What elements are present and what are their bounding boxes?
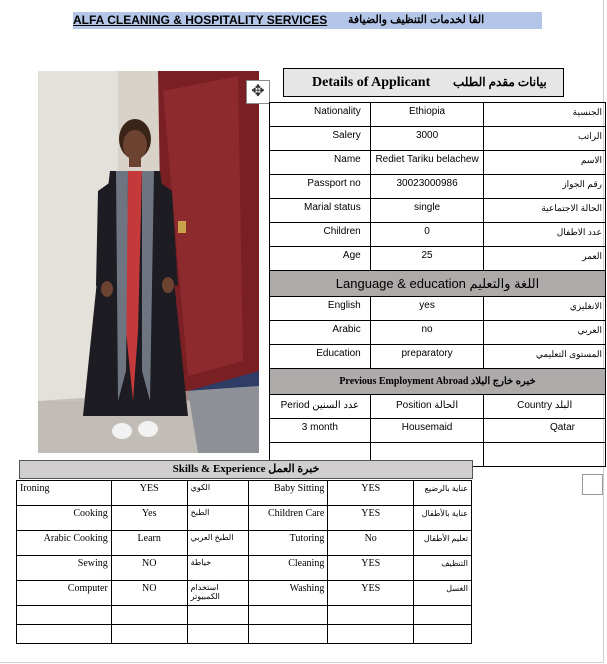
skill-name-2: Cleaning — [249, 556, 328, 581]
name-text: Rediet Tariku belachew — [375, 154, 479, 165]
info-value: Ethiopia — [370, 103, 484, 127]
empty-cell — [414, 625, 472, 644]
employment-period: 3 month — [270, 419, 371, 443]
skills-section-title — [19, 460, 473, 479]
employment-position: Housemaid — [370, 419, 484, 443]
country-header — [484, 395, 606, 419]
empty-cell — [187, 606, 249, 625]
skill-value: Learn — [111, 531, 187, 556]
country-header-en: Country — [517, 400, 553, 411]
position-header-en: Position — [396, 400, 432, 411]
skill-name-ar: الطبخ العربي — [187, 531, 249, 556]
education-label-ar: المستوى التعليمي — [484, 345, 606, 369]
info-label-ar: الجنسية — [484, 103, 606, 127]
skill-name: Arabic Cooking — [17, 531, 112, 556]
skill-value-2: YES — [328, 556, 414, 581]
skill-value-2: YES — [328, 581, 414, 606]
empty-cell — [111, 625, 187, 644]
table-row — [17, 506, 472, 531]
info-label: Name — [270, 151, 371, 175]
info-label: Marial status — [270, 199, 371, 223]
skill-name: Ironing — [17, 481, 112, 506]
table-row — [270, 199, 606, 223]
info-label-ar: عدد الاطفال — [484, 223, 606, 247]
employment-title-en: Previous Employment Abroad — [339, 376, 469, 387]
skill-name-ar: استخدام الكمبيوتر — [187, 581, 249, 606]
table-row — [270, 297, 606, 321]
skill-name-2: Washing — [249, 581, 328, 606]
skill-name: Sewing — [17, 556, 112, 581]
table-row — [270, 175, 606, 199]
applicant-photo-drawing — [38, 71, 259, 453]
skill-name: Cooking — [17, 506, 112, 531]
language-label: Arabic — [270, 321, 371, 345]
language-label-ar: الانغليزي — [484, 297, 606, 321]
period-header — [270, 395, 371, 419]
employment-header-row — [270, 395, 606, 419]
info-label: Nationality — [270, 103, 371, 127]
skill-name-ar-2: عناية بالأطفال — [414, 506, 472, 531]
table-row — [270, 345, 606, 369]
empty-cell — [187, 625, 249, 644]
info-value: 30023000986 — [370, 175, 484, 199]
company-name-en: ALFA CLEANING & HOSPITALITY SERVICES — [73, 13, 328, 27]
empty-cell — [249, 625, 328, 644]
empty-cell — [328, 625, 414, 644]
info-label: Passport no — [270, 175, 371, 199]
skill-value-2: No — [328, 531, 414, 556]
skill-name-ar: الطبخ — [187, 506, 249, 531]
empty-cell — [111, 606, 187, 625]
info-label: Salery — [270, 127, 371, 151]
country-header-ar: البلد — [554, 400, 573, 411]
table-row — [270, 247, 606, 271]
skill-name-ar-2: التنظيف — [414, 556, 472, 581]
employment-row — [270, 419, 606, 443]
education-value: preparatory — [370, 345, 484, 369]
applicant-info-table — [269, 102, 606, 467]
info-label-ar: الحالة الاجتماعية — [484, 199, 606, 223]
skill-name-2: Children Care — [249, 506, 328, 531]
table-row — [17, 531, 472, 556]
language-section-title — [270, 271, 606, 297]
table-row — [270, 127, 606, 151]
language-section-row — [270, 271, 606, 297]
skill-value: NO — [111, 556, 187, 581]
info-label: Children — [270, 223, 371, 247]
table-row — [17, 481, 472, 506]
info-label-ar: الراتب — [484, 127, 606, 151]
table-row — [270, 223, 606, 247]
language-value: no — [370, 321, 484, 345]
info-label-ar: العمر — [484, 247, 606, 271]
employment-title-ar: خبره خارج البلاد — [470, 376, 536, 387]
move-arrows-icon[interactable]: ✥ — [246, 80, 270, 104]
skills-title-en: Skills & Experience — [172, 463, 266, 475]
period-header-en: Period — [280, 400, 310, 411]
skill-name: Computer — [17, 581, 112, 606]
empty-cell — [17, 625, 112, 644]
table-row — [17, 556, 472, 581]
info-value-name — [370, 151, 484, 175]
company-name-ar: الفا لخدمات التنظيف والضيافة — [348, 14, 485, 26]
table-row — [270, 321, 606, 345]
skills-title-ar: خبرة العمل — [268, 463, 320, 475]
table-row-empty — [17, 606, 472, 625]
language-title-en: Language & education — [335, 275, 466, 291]
skill-name-2: Tutoring — [249, 531, 328, 556]
details-title-en: Details of Applicant — [312, 75, 431, 90]
position-header-ar: الحالة — [434, 400, 459, 411]
skill-value: Yes — [111, 506, 187, 531]
info-value: 0 — [370, 223, 484, 247]
info-label: Age — [270, 247, 371, 271]
skill-name-ar-2: عناية بالرضيع — [414, 481, 472, 506]
table-row — [270, 103, 606, 127]
layout-options-box[interactable] — [582, 474, 603, 495]
employment-section-row — [270, 369, 606, 395]
table-row-empty — [17, 625, 472, 644]
language-label: English — [270, 297, 371, 321]
employment-country — [484, 443, 606, 467]
employment-section-title — [270, 369, 606, 395]
employment-country: Qatar — [484, 419, 606, 443]
info-value: 3000 — [370, 127, 484, 151]
skills-table — [16, 480, 472, 644]
skill-name-2: Baby Sitting — [249, 481, 328, 506]
position-header — [370, 395, 484, 419]
empty-cell — [328, 606, 414, 625]
applicant-photo[interactable] — [38, 71, 259, 453]
skill-value-2: YES — [328, 481, 414, 506]
skill-value: YES — [111, 481, 187, 506]
education-label: Education — [270, 345, 371, 369]
language-value: yes — [370, 297, 484, 321]
info-value: single — [370, 199, 484, 223]
empty-cell — [414, 606, 472, 625]
empty-cell — [249, 606, 328, 625]
info-value: 25 — [370, 247, 484, 271]
info-label-ar: رقم الجواز — [484, 175, 606, 199]
period-header-ar: عدد السنين — [312, 400, 360, 411]
skill-value: NO — [111, 581, 187, 606]
info-label-ar: الاسم — [484, 151, 606, 175]
details-title-ar: بيانات مقدم الطلب — [453, 75, 547, 89]
table-row — [270, 151, 606, 175]
table-row — [17, 581, 472, 606]
skill-name-ar: الكوي — [187, 481, 249, 506]
skill-value-2: YES — [328, 506, 414, 531]
skill-name-ar-2: الغسل — [414, 581, 472, 606]
language-title-ar: اللغة والتعليم — [469, 275, 540, 291]
skill-name-ar-2: تعليم الأطفال — [414, 531, 472, 556]
skill-name-ar: خياطة — [187, 556, 249, 581]
empty-cell — [17, 606, 112, 625]
language-label-ar: العربي — [484, 321, 606, 345]
